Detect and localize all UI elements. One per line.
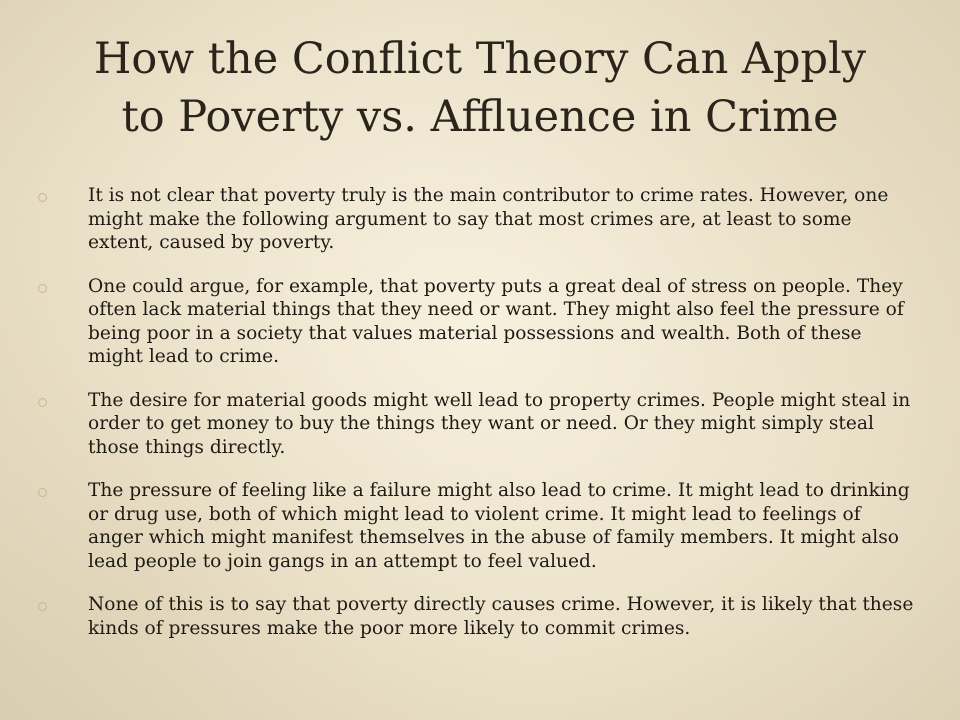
bullet-text: One could argue, for example, that poverty puts a great deal of stress on people. They often lack material things that they need or want. They might also feel the pressure of being poor in a society that values material possessions and wealth. Both of these might lead to crime.: [88, 275, 904, 367]
circle-bullet-icon: [38, 193, 47, 202]
bullet-text: None of this is to say that poverty directly causes crime. However, it is likely that these kinds of pressures make the poor more likely to commit crimes.: [88, 594, 914, 639]
bullet-item: [38, 479, 918, 573]
slide-title-line-1: How the Conflict Theory Can Apply: [93, 34, 867, 84]
slide-title-line-2: to Poverty vs. Affluence in Crime: [121, 92, 839, 142]
bullet-list: [38, 184, 918, 660]
bullet-item: [38, 275, 918, 369]
bullet-text: The pressure of feeling like a failure might also lead to crime. It might lead to drinking or drug use, both of which might lead to violent crime. It might lead to feelings of anger which might manifest themselves in the abuse of family members. It might also lead people to join gangs in an attempt to feel valued.: [88, 480, 910, 572]
circle-bullet-icon: [38, 398, 47, 407]
circle-bullet-icon: [38, 602, 47, 611]
bullet-text: The desire for material goods might well lead to property crimes. People might steal in order to get money to buy the things they want or need. Or they might simply steal those things directly.: [88, 389, 911, 458]
bullet-item: [38, 184, 918, 255]
circle-bullet-icon: [38, 284, 47, 293]
bullet-item: [38, 389, 918, 460]
circle-bullet-icon: [38, 488, 47, 497]
slide-title: [40, 30, 920, 146]
bullet-item: [38, 593, 918, 640]
bullet-text: It is not clear that poverty truly is the main contributor to crime rates. However, one might make the following argument to say that most crimes are, at least to some extent, caused by poverty.: [88, 185, 889, 253]
